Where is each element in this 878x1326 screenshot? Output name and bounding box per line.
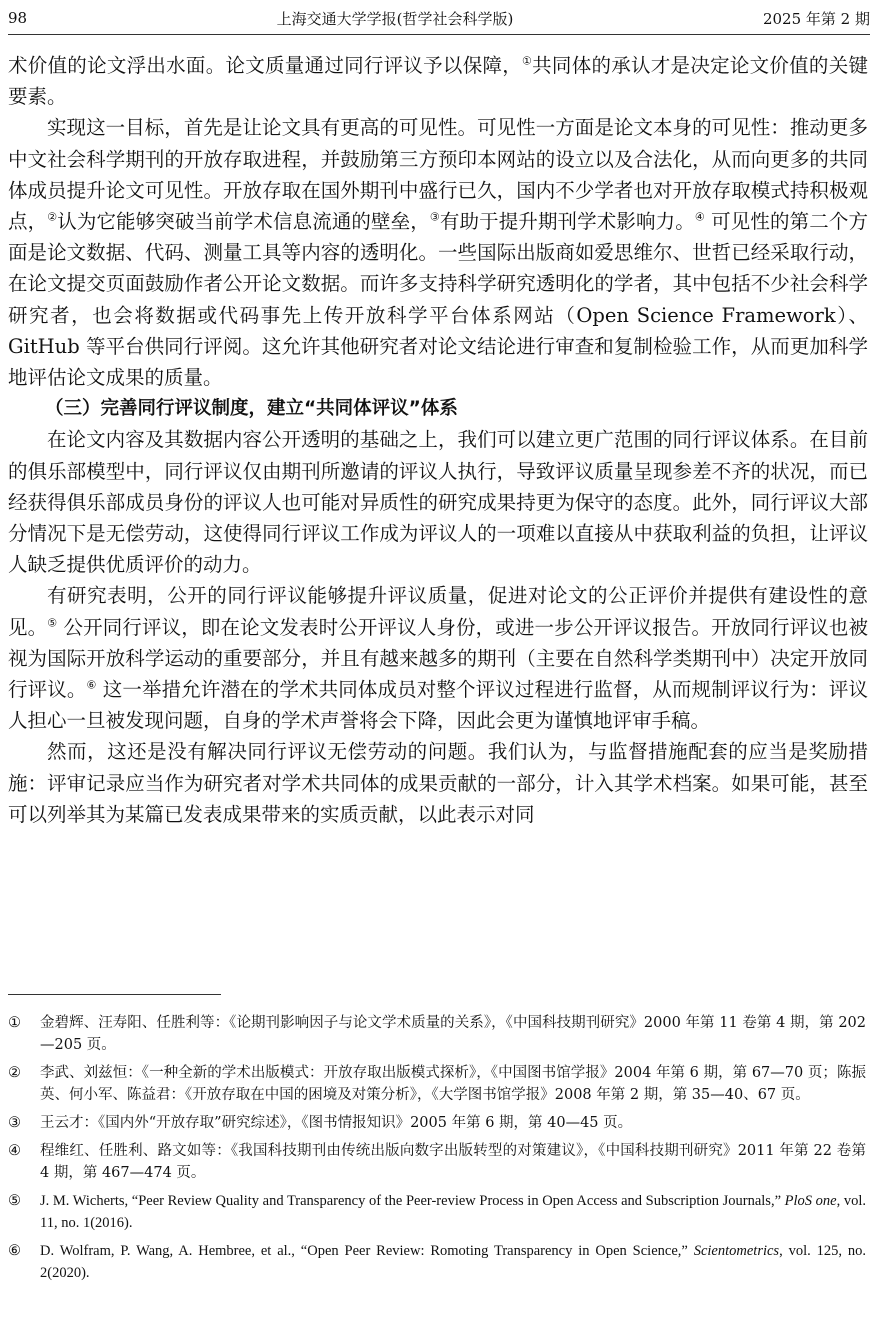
footnote-number: ① [8,1015,21,1031]
footnote-number: ② [8,1065,21,1081]
footnote-number: ④ [8,1143,21,1159]
footnote-ref-4[interactable]: ④ [694,210,705,224]
footnote-text: 王云才：《国内外“开放存取”研究综述》，《图书情报知识》2005 年第 6 期，第 40—45 页。 [40,1115,633,1131]
footnote-text: D. Wolfram, P. Wang, A. Hembree, et al., “Open Peer Review: Romoting Transparency in Open Science,” Scientometrics, vol. 125, no. 2(2020). [40,1243,866,1281]
footnote-item [8,1190,866,1234]
footnote-ref-2[interactable]: ② [47,210,58,224]
issue-label: 2025 年第 2 期 [762,9,870,28]
footnote-item [8,1012,866,1056]
footnote-ref-6[interactable]: ⑥ [86,678,97,692]
footnote-item [8,1112,866,1134]
footnote-number: ⑥ [8,1243,21,1259]
journal-title-italic: PloS one [784,1193,837,1209]
footnote-item [8,1140,866,1184]
footnote-rule [8,994,221,995]
footnote-text: 李武、刘兹恒：《一种全新的学术出版模式：开放存取出版模式探析》，《中国图书馆学报》2004 年第 6 期，第 67—70 页；陈振英、何小军、陈益君：《开放存取在中国的困境及对策分析》，《大学图书馆学报》2008 年第 2 期，第 35—40、67 页。 [40,1065,866,1103]
paragraph-1: 术价值的论文浮出水面。论文质量通过同行评议予以保障，①共同体的承认才是决定论文价值的关键要素。 [8,54,868,109]
article-body [8,50,868,830]
footnote-number: ⑤ [8,1193,21,1209]
running-header [8,6,870,30]
journal-title-italic: Scientometrics [693,1243,780,1259]
footnote-number: ③ [8,1115,21,1131]
header-rule [8,34,870,35]
footnote-item [8,1062,866,1106]
footnote-text: J. M. Wicherts, “Peer Review Quality and Transparency of the Peer-review Process in Open Access and Subscription Journals,” PloS one, vol. 11, no. 1(2016). [40,1193,866,1231]
footnote-ref-5[interactable]: ⑤ [47,616,58,630]
paragraph-4: 有研究表明，公开的同行评议能够提升评议质量，促进对论文的公正评价并提供有建设性的意见。⑤ 公开同行评议，即在论文发表时公开评议人身份，或进一步公开评议报告。开放同行评议也被视为国际开放科学运动的重要部分，并且有越来越多的期刊（主要在自然科学类期刊中）决定开放同行评议。⑥ 这一举措允许潜在的学术共同体成员对整个评议过程进行监督，从而规制评议行为：评议人担心一旦被发现问题，自身的学术声誉将会下降，因此会更为谨慎地评审手稿。 [8,584,868,733]
paragraph-2: 实现这一目标，首先是让论文具有更高的可见性。可见性一方面是论文本身的可见性：推动更多中文社会科学期刊的开放存取进程，并鼓励第三方预印本网站的设立以及合法化，从而向更多的共同体成员提升论文可见性。开放存取在国外期刊中盛行已久，国内不少学者也对开放存取模式持积极观点，②认为它能够突破当前学术信息流通的壁垒，③有助于提升期刊学术影响力。④ 可见性的第二个方面是论文数据、代码、测量工具等内容的透明化。一些国际出版商如爱思维尔、世哲已经采取行动，在论文提交页面鼓励作者公开论文数据。而许多支持科学研究透明化的学者，其中包括不少社会科学研究者，也会将数据或代码事先上传开放科学平台体系网站（Open Science Framework）、GitHub 等平台供同行评阅。这允许其他研究者对论文结论进行审查和复制检验工作，从而更加科学地评估论文成果的质量。 [8,116,868,390]
footnote-item [8,1240,866,1284]
footnote-ref-1[interactable]: ① [522,54,533,68]
paragraph-5: 然而，这还是没有解决同行评议无偿劳动的问题。我们认为，与监督措施配套的应当是奖励措施：评审记录应当作为研究者对学术共同体的成果贡献的一部分，计入其学术档案。如果可能，甚至可以列举其为某篇已发表成果带来的实质贡献，以此表示对同 [8,740,868,826]
footnote-text: 程维红、任胜利、路文如等：《我国科技期刊由传统出版向数字出版转型的对策建议》，《中国科技期刊研究》2011 年第 22 卷第 4 期，第 467—474 页。 [40,1143,866,1181]
paragraph-3: 在论文内容及其数据内容公开透明的基础之上，我们可以建立更广范围的同行评议体系。在目前的俱乐部模型中，同行评议仅由期刊所邀请的评议人执行，导致评议质量呈现参差不齐的状况，而已经获得俱乐部成员身份的评议人也可能对异质性的研究成果持更为保守的态度。此外，同行评议大部分情况下是无偿劳动，这使得同行评议工作成为评议人的一项难以直接从中获取利益的负担，让评议人缺乏提供优质评价的动力。 [8,428,868,577]
footnote-text: 金碧辉、汪寿阳、任胜利等：《论期刊影响因子与论文学术质量的关系》，《中国科技期刊研究》2000 年第 11 卷第 4 期，第 202—205 页。 [40,1015,866,1053]
footnotes [8,1012,866,1290]
page-number: 98 [8,9,28,27]
footnote-ref-3[interactable]: ③ [429,210,440,224]
section-heading: （三）完善同行评议制度，建立“共同体评议”体系 [45,398,458,420]
journal-title: 上海交通大学学报(哲学社会科学版) [276,9,514,28]
